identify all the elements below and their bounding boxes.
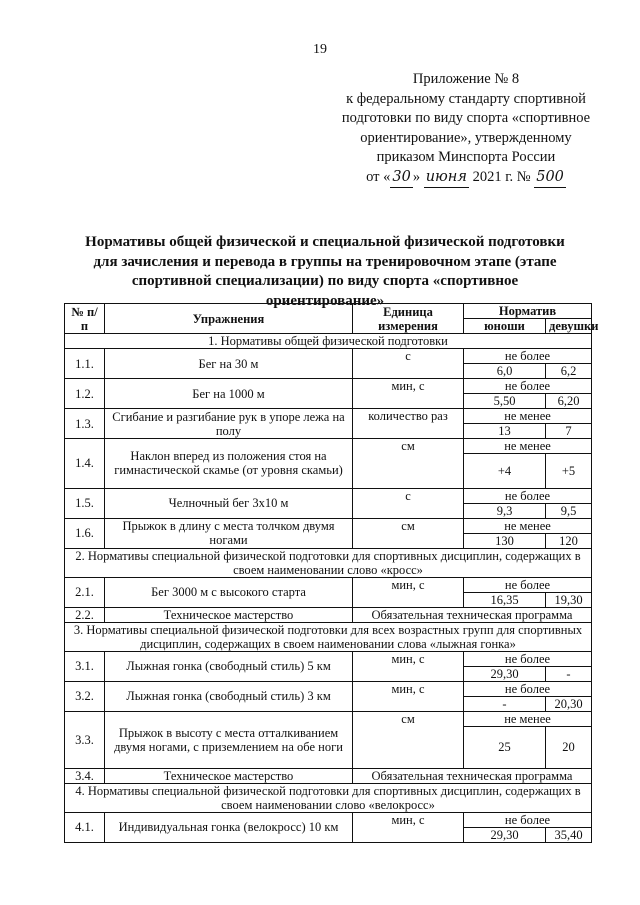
appendix-line-4: ориентирование», утвержденному [360, 129, 572, 146]
section-row [65, 548, 592, 577]
appendix-line-5: приказом Минспорта России [376, 149, 556, 165]
row-boys-value: 9,3 [464, 503, 546, 518]
row-exercise: Сгибание и разгибание рук в упоре лежа на полу [105, 409, 353, 439]
row-girls-value: 6,2 [546, 364, 592, 379]
row-boys-value: 16,35 [464, 592, 546, 607]
appendix-line-3: подготовки по виду спорта «спортивное [341, 110, 591, 126]
row-number: 4.1. [65, 812, 105, 842]
section-title: 4. Нормативы специальной физической подготовки для спортивных дисциплин, содержащих в своем наименовании слово «велокросс» [65, 783, 592, 812]
row-girls-value: +5 [546, 454, 592, 489]
row-condition: не более [464, 651, 592, 666]
row-exercise: Наклон вперед из положения стоя на гимнастической скамье (от уровня скамьи) [105, 439, 353, 489]
row-number: 3.3. [65, 711, 105, 768]
row-boys-value: +4 [464, 454, 546, 489]
row-exercise: Бег на 30 м [105, 349, 353, 379]
appendix-date-line [328, 168, 604, 189]
header-boys: юноши [464, 319, 546, 334]
row-unit: с [353, 349, 464, 379]
section-row [65, 334, 592, 349]
row-condition: не менее [464, 409, 592, 424]
row-number: 3.2. [65, 681, 105, 711]
row-boys-value: - [464, 696, 546, 711]
row-exercise: Лыжная гонка (свободный стиль) 3 км [105, 681, 353, 711]
row-girls-value: 19,30 [546, 592, 592, 607]
row-girls-value: 20 [546, 726, 592, 768]
row-condition: не менее [464, 711, 592, 726]
row-unit: см [353, 711, 464, 768]
section-row [65, 783, 592, 812]
row-condition: не более [464, 577, 592, 592]
row-boys-value: 29,30 [464, 827, 546, 842]
row-girls-value: 20,30 [546, 696, 592, 711]
header-unit: Единица измерения [353, 304, 464, 334]
row-unit: мин, с [353, 681, 464, 711]
norms-table [64, 303, 599, 843]
table-row [65, 488, 592, 503]
row-exercise: Прыжок в высоту с места отталкиванием двумя ногами, с приземлением на обе ноги [105, 711, 353, 768]
row-number: 2.2. [65, 607, 105, 622]
row-unit: см [353, 518, 464, 548]
row-number: 3.4. [65, 768, 105, 783]
table-row [65, 349, 592, 364]
table-row [65, 681, 592, 696]
row-number: 1.1. [65, 349, 105, 379]
row-condition: не менее [464, 439, 592, 454]
row-unit: мин, с [353, 577, 464, 607]
row-girls-value: 120 [546, 533, 592, 548]
appendix-header [328, 70, 604, 188]
handwritten-day: 30 [390, 168, 412, 189]
row-condition: не более [464, 349, 592, 364]
table-row [65, 439, 592, 454]
row-unit: количество раз [353, 409, 464, 439]
appendix-line-1: Приложение № 8 [412, 71, 520, 87]
header-exercise: Упражнения [105, 304, 353, 334]
section-title: 1. Нормативы общей физической подготовки [65, 334, 592, 349]
row-merged-norm: Обязательная техническая программа [353, 607, 592, 622]
table-row [65, 711, 592, 726]
appendix-line-2: к федеральному стандарту спортивной [346, 90, 586, 107]
table-row [65, 607, 592, 622]
row-condition: не более [464, 812, 592, 827]
document-title [72, 233, 578, 311]
row-unit: мин, с [353, 379, 464, 409]
norms-table-body [65, 334, 592, 843]
date-mid: » [412, 168, 421, 185]
row-unit: см [353, 439, 464, 489]
row-girls-value: 7 [546, 424, 592, 439]
row-boys-value: 25 [464, 726, 546, 768]
row-exercise: Бег на 1000 м [105, 379, 353, 409]
row-number: 1.4. [65, 439, 105, 489]
row-girls-value: 9,5 [546, 503, 592, 518]
table-row [65, 577, 592, 592]
row-girls-value: - [546, 666, 592, 681]
row-number: 1.2. [65, 379, 105, 409]
row-boys-value: 6,0 [464, 364, 546, 379]
row-exercise: Лыжная гонка (свободный стиль) 5 км [105, 651, 353, 681]
header-num: № п/п [65, 304, 105, 334]
row-unit: с [353, 488, 464, 518]
row-condition: не более [464, 488, 592, 503]
handwritten-number: 500 [534, 168, 566, 189]
table-row [65, 651, 592, 666]
row-exercise: Прыжок в длину с места толчком двумя ногами [105, 518, 353, 548]
table-row [65, 518, 592, 533]
date-prefix: от « [366, 168, 391, 185]
title-line-1: Нормативы общей физической и специальной физической подготовки [85, 234, 565, 250]
table-row [65, 409, 592, 424]
section-row [65, 622, 592, 651]
row-girls-value: 6,20 [546, 394, 592, 409]
handwritten-month: июня [424, 168, 469, 189]
row-boys-value: 13 [464, 424, 546, 439]
row-number: 3.1. [65, 651, 105, 681]
table-row [65, 812, 592, 827]
row-number: 1.6. [65, 518, 105, 548]
row-exercise: Индивидуальная гонка (велокросс) 10 км [105, 812, 353, 842]
row-boys-value: 5,50 [464, 394, 546, 409]
header-girls: девушки [546, 319, 592, 334]
date-year: 2021 г. № [472, 168, 531, 185]
row-merged-norm: Обязательная техническая программа [353, 768, 592, 783]
row-boys-value: 29,30 [464, 666, 546, 681]
row-exercise: Техническое мастерство [105, 768, 353, 783]
header-norm: Норматив [464, 304, 592, 319]
row-exercise: Техническое мастерство [105, 607, 353, 622]
row-unit: мин, с [353, 812, 464, 842]
row-girls-value: 35,40 [546, 827, 592, 842]
section-title: 3. Нормативы специальной физической подготовки для всех возрастных групп для спортивных дисциплин, содержащих в своем наименовании слова «лыжная гонка» [65, 622, 592, 651]
table-row [65, 768, 592, 783]
row-boys-value: 130 [464, 533, 546, 548]
section-title: 2. Нормативы специальной физической подготовки для спортивных дисциплин, содержащих в своем наименовании слово «кросс» [65, 548, 592, 577]
row-exercise: Бег 3000 м с высокого старта [105, 577, 353, 607]
row-condition: не более [464, 379, 592, 394]
row-exercise: Челночный бег 3х10 м [105, 488, 353, 518]
row-condition: не менее [464, 518, 592, 533]
row-number: 1.5. [65, 488, 105, 518]
row-number: 1.3. [65, 409, 105, 439]
row-condition: не более [464, 681, 592, 696]
table-row [65, 379, 592, 394]
row-number: 2.1. [65, 577, 105, 607]
title-line-2: для зачисления и перевода в группы на тренировочном этапе (этапе [93, 253, 557, 270]
page-number: 19 [313, 42, 327, 57]
title-line-3: спортивной специализации) по виду спорта «спортивное ориентирование» [131, 273, 519, 309]
row-unit: мин, с [353, 651, 464, 681]
